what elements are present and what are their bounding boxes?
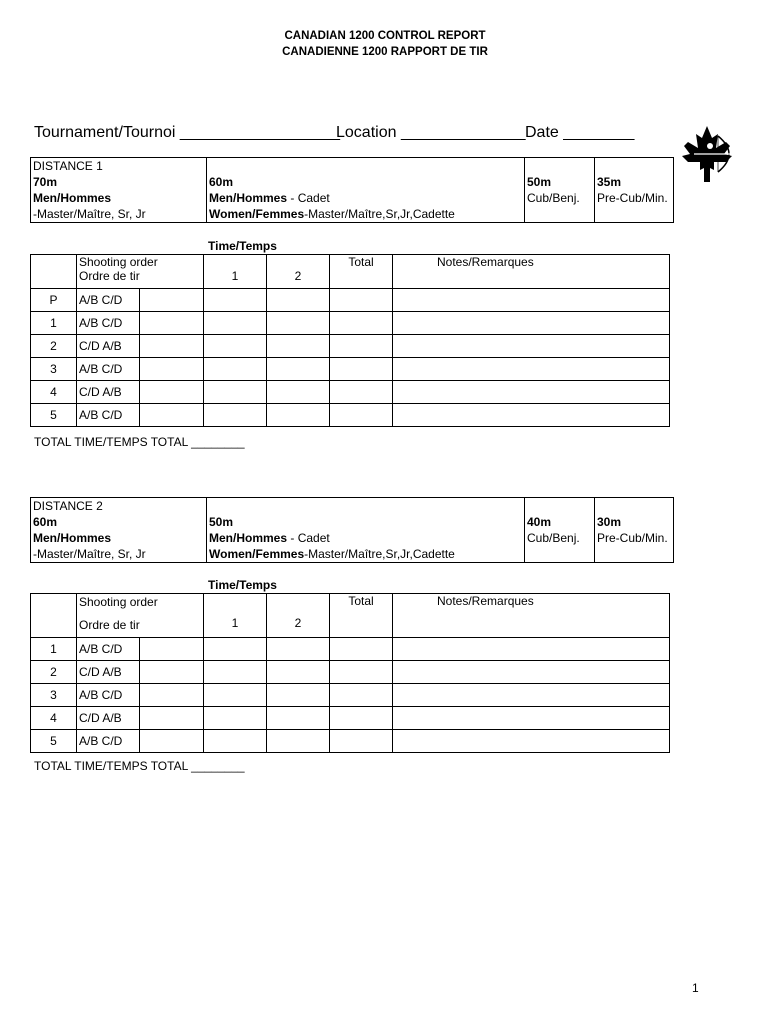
time-2-cell[interactable] [267,335,330,358]
maple-leaf-archer-icon [674,124,740,184]
tournament-label: Tournament/Tournoi [34,124,176,141]
d2-c2-cat-rest: - Cadet [287,531,330,545]
time-2-cell[interactable] [267,730,330,753]
d2-end-header [31,594,77,638]
notes-cell[interactable] [393,404,670,427]
d1-total-blank[interactable]: ________ [191,435,245,449]
d1-c3-distance: 50m [527,175,552,189]
table-row [31,289,670,312]
d2-col-60m [31,498,206,562]
time-2-cell[interactable] [267,381,330,404]
notes-cell[interactable] [393,730,670,753]
time-1-cell[interactable] [204,312,267,335]
d2-c2-sub-bold: Women/Femmes [209,547,305,561]
time-1-cell[interactable] [204,684,267,707]
d1-c2-cat-rest: - Cadet [287,191,330,205]
d2-time2-header: 2 [267,594,330,638]
d1-col-70m [31,158,206,222]
distance-2-header [30,497,674,563]
total-cell[interactable] [330,358,393,381]
d2-c1-category: Men/Hommes [33,531,112,545]
notes-cell[interactable] [393,638,670,661]
d1-col-50m [524,158,594,222]
blank-cell[interactable] [140,335,204,358]
total-cell[interactable] [330,638,393,661]
d1-time1-header: 1 [204,255,267,289]
report-title-fr: CANADIENNE 1200 RAPPORT DE TIR [282,46,488,58]
shooting-order: A/B C/D [77,638,140,661]
total-cell[interactable] [330,404,393,427]
time-1-cell[interactable] [204,381,267,404]
end-number: 5 [31,730,77,753]
time-2-cell[interactable] [267,661,330,684]
d2-c1-sub: -Master/Maître, Sr, Jr [33,547,146,561]
blank-cell[interactable] [140,312,204,335]
table-row [31,707,670,730]
location-blank[interactable]: ______________ [400,124,526,141]
d2-c2-sub-rest: -Master/Maître,Sr,Jr,Cadette [304,547,455,561]
d2-total-time-line[interactable] [34,759,245,773]
time-1-cell[interactable] [204,707,267,730]
time-2-cell[interactable] [267,707,330,730]
end-number: 2 [31,335,77,358]
total-cell[interactable] [330,381,393,404]
d1-c4-category: Pre-Cub/Min. [597,191,668,205]
d1-c1-category: Men/Hommes [33,191,112,205]
d2-score-table [30,593,670,753]
table-row [31,358,670,381]
d1-c2-sub-bold: Women/Femmes [209,207,305,221]
total-cell[interactable] [330,661,393,684]
shooting-order: A/B C/D [77,404,140,427]
d1-c1-sub: -Master/Maître, Sr, Jr [33,207,146,221]
d2-total-label: TOTAL TIME/TEMPS TOTAL [34,759,188,773]
d1-c2-distance: 60m [209,175,234,189]
table-row [31,730,670,753]
d2-time1-header: 1 [204,594,267,638]
d2-c3-distance: 40m [527,515,552,529]
total-cell[interactable] [330,730,393,753]
location-label: Location [336,124,397,141]
tournament-blank[interactable]: __________________ [179,124,341,141]
notes-cell[interactable] [393,381,670,404]
end-number: 3 [31,358,77,381]
d1-total-label: TOTAL TIME/TEMPS TOTAL [34,435,188,449]
table-row [31,404,670,427]
notes-cell[interactable] [393,358,670,381]
d1-total-time-line[interactable] [34,435,245,449]
blank-cell[interactable] [140,404,204,427]
end-number: 1 [31,638,77,661]
blank-cell[interactable] [140,730,204,753]
d2-notes-header: Notes/Remarques [393,594,670,638]
d1-heading: DISTANCE 1 [33,159,103,173]
d1-time2-header: 2 [267,255,330,289]
notes-cell[interactable] [393,312,670,335]
table-row [31,684,670,707]
end-number: 2 [31,661,77,684]
report-title-en: CANADIAN 1200 CONTROL REPORT [284,30,486,42]
shooting-order: C/D A/B [77,707,140,730]
d2-order-h1: Shooting order [79,595,158,609]
blank-cell[interactable] [140,707,204,730]
total-cell[interactable] [330,684,393,707]
d2-col-50m [206,498,524,562]
d1-c3-category: Cub/Benj. [527,191,580,205]
d1-score-table [30,254,670,427]
d1-order-h1: Shooting order [79,255,158,269]
d2-order-header [77,594,204,638]
time-1-cell[interactable] [204,661,267,684]
table-row [31,312,670,335]
tournament-field[interactable] [34,124,340,142]
d2-c2-cat-bold: Men/Hommes [209,531,288,545]
shooting-order: A/B C/D [77,312,140,335]
d1-order-header [77,255,204,289]
notes-cell[interactable] [393,289,670,312]
blank-cell[interactable] [140,684,204,707]
date-label: Date [525,124,559,141]
total-cell[interactable] [330,335,393,358]
time-1-cell[interactable] [204,404,267,427]
total-cell[interactable] [330,707,393,730]
total-cell[interactable] [330,312,393,335]
shooting-order: C/D A/B [77,381,140,404]
time-2-cell[interactable] [267,289,330,312]
d2-heading: DISTANCE 2 [33,499,103,513]
blank-cell[interactable] [140,358,204,381]
d1-c2-sub-rest: -Master/Maître,Sr,Jr,Cadette [304,207,455,221]
d1-c4-distance: 35m [597,175,622,189]
end-number: 4 [31,707,77,730]
date-blank[interactable]: ________ [563,124,635,141]
shooting-order: C/D A/B [77,661,140,684]
date-field[interactable] [525,124,634,142]
d1-col-60m [206,158,524,222]
d2-col-30m [594,498,673,562]
shooting-order: A/B C/D [77,289,140,312]
d2-c4-category: Pre-Cub/Min. [597,531,668,545]
shooting-order: A/B C/D [77,730,140,753]
d1-time-header: Time/Temps [208,239,277,253]
shooting-order: C/D A/B [77,335,140,358]
notes-cell[interactable] [393,684,670,707]
blank-cell[interactable] [140,381,204,404]
end-number: 5 [31,404,77,427]
end-number: 1 [31,312,77,335]
distance-1-header [30,157,674,223]
notes-cell[interactable] [393,661,670,684]
end-number: 4 [31,381,77,404]
shooting-order: A/B C/D [77,358,140,381]
notes-cell[interactable] [393,707,670,730]
d2-order-h2: Ordre de tir [79,618,140,632]
d2-time-header: Time/Temps [208,578,277,592]
d2-c3-category: Cub/Benj. [527,531,580,545]
d1-c2-cat-bold: Men/Hommes [209,191,288,205]
blank-cell[interactable] [140,661,204,684]
d1-notes-header: Notes/Remarques [393,255,670,289]
time-2-cell[interactable] [267,404,330,427]
d2-c2-distance: 50m [209,515,234,529]
time-2-cell[interactable] [267,638,330,661]
d1-end-header [31,255,77,289]
d1-c1-distance: 70m [33,175,58,189]
end-number: P [31,289,77,312]
d2-c1-distance: 60m [33,515,58,529]
page-number: 1 [692,981,699,995]
d1-total-header: Total [330,255,393,289]
blank-cell[interactable] [140,638,204,661]
time-1-cell[interactable] [204,638,267,661]
time-2-cell[interactable] [267,684,330,707]
d2-total-blank[interactable]: ________ [191,759,245,773]
table-row [31,335,670,358]
d1-col-35m [594,158,673,222]
table-row [31,381,670,404]
table-row [31,661,670,684]
table-row [31,638,670,661]
d2-col-40m [524,498,594,562]
blank-cell[interactable] [140,289,204,312]
time-1-cell[interactable] [204,730,267,753]
time-1-cell[interactable] [204,358,267,381]
time-1-cell[interactable] [204,335,267,358]
d2-total-header: Total [330,594,393,638]
d2-c4-distance: 30m [597,515,622,529]
time-1-cell[interactable] [204,289,267,312]
d1-order-h2: Ordre de tir [79,269,140,283]
location-field[interactable] [336,124,526,142]
total-cell[interactable] [330,289,393,312]
shooting-order: A/B C/D [77,684,140,707]
notes-cell[interactable] [393,335,670,358]
end-number: 3 [31,684,77,707]
time-2-cell[interactable] [267,358,330,381]
time-2-cell[interactable] [267,312,330,335]
